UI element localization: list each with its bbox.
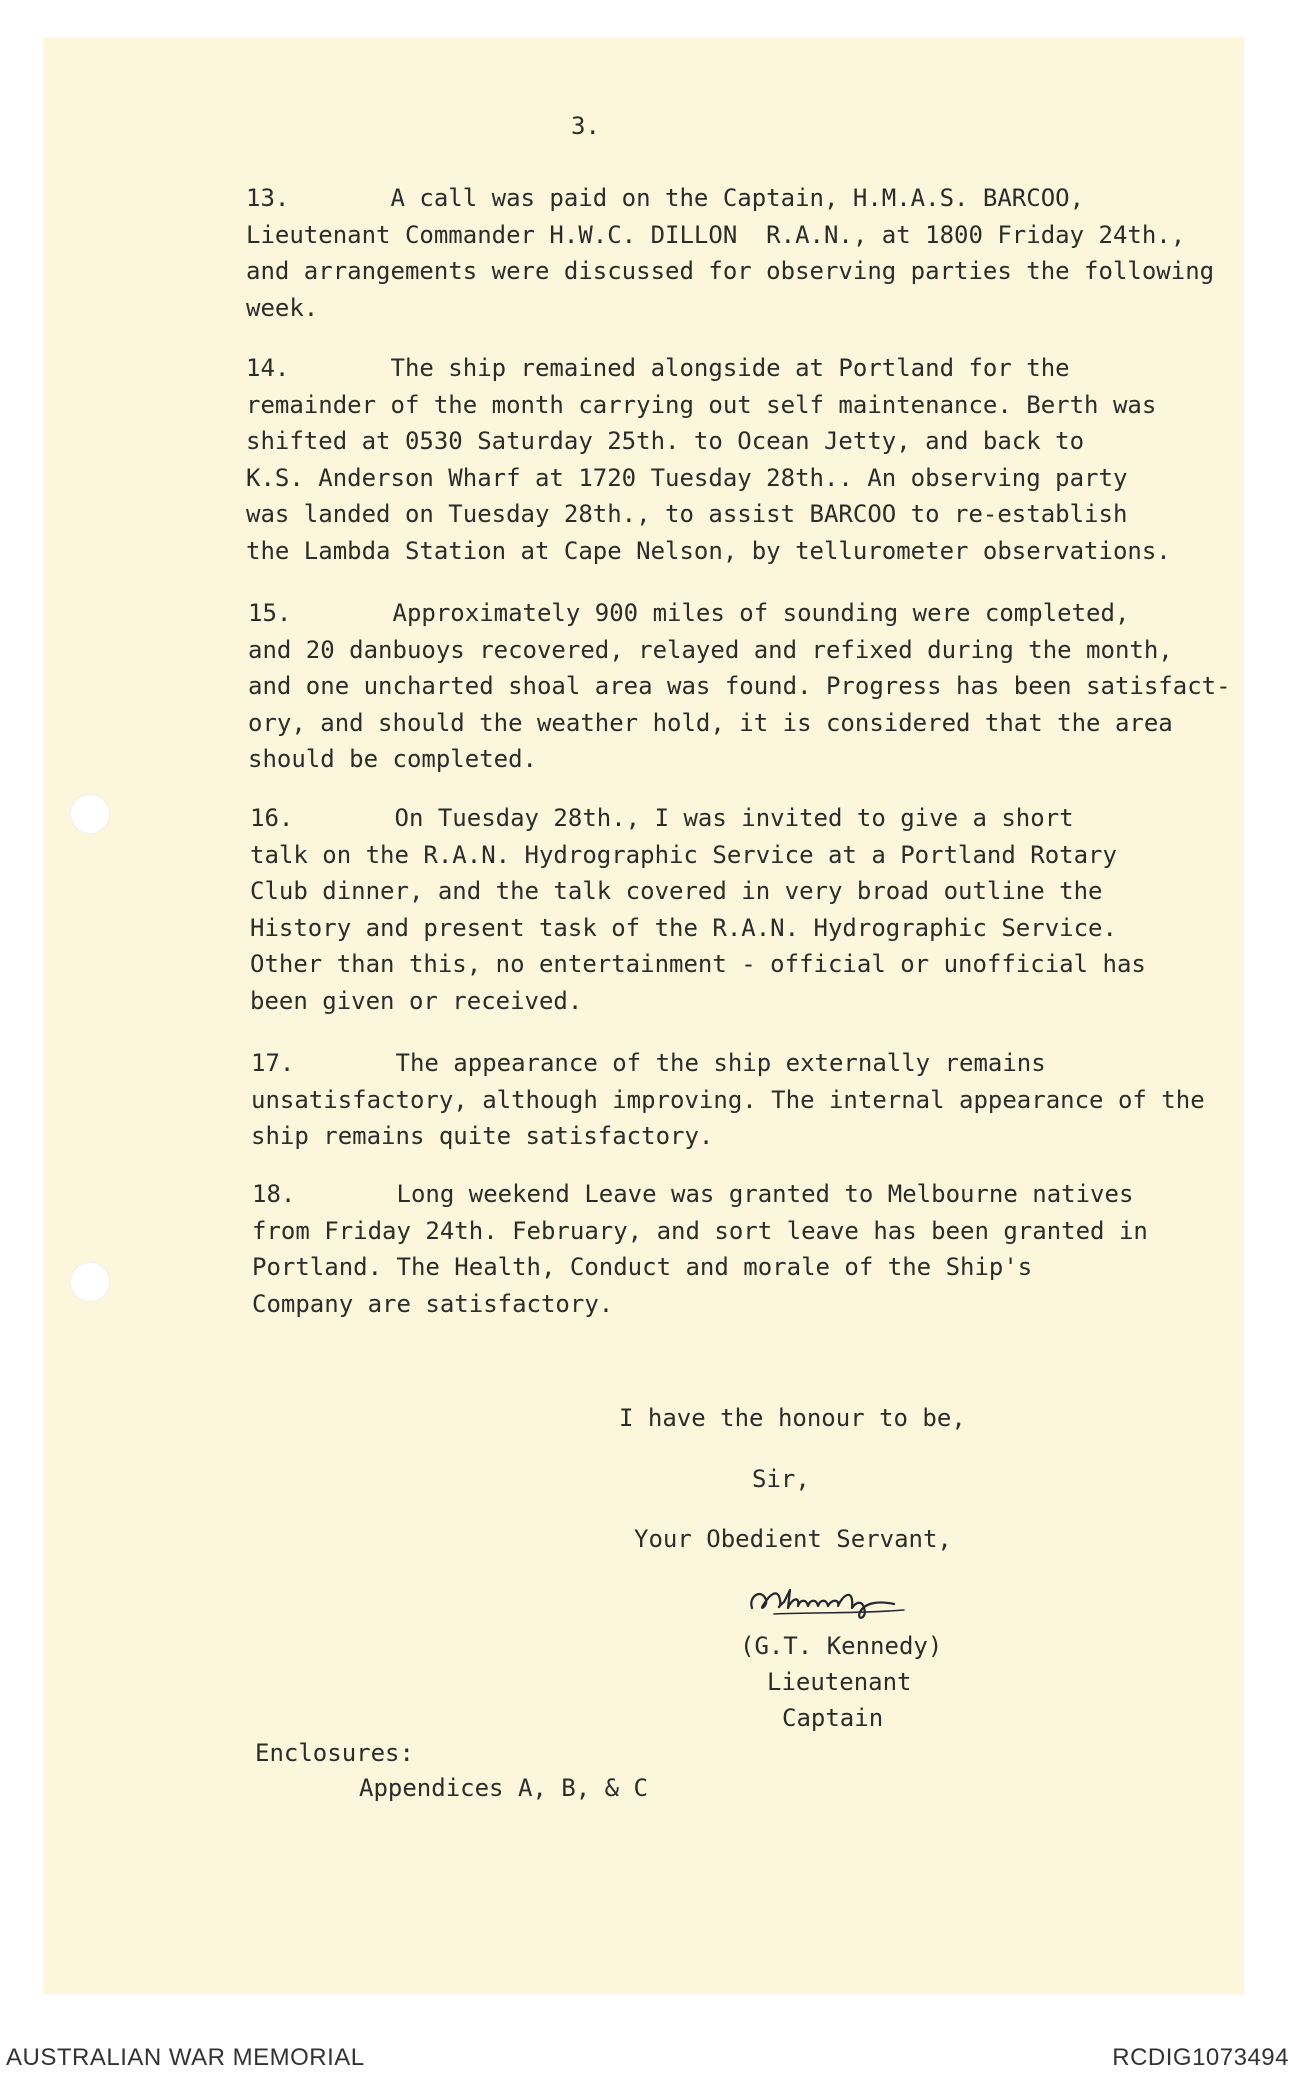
paragraph-line: ory, and should the weather hold, it is considered that the area xyxy=(248,708,1173,737)
signatory-title: Captain xyxy=(782,1704,884,1732)
paragraph-17 xyxy=(251,1045,1205,1155)
paragraph-line: remainder of the month carrying out self maintenance. Berth was xyxy=(246,390,1157,419)
signatory-rank: Lieutenant xyxy=(767,1668,912,1696)
paragraph-line: 16. On Tuesday 28th., I was invited to give a short xyxy=(250,804,1074,832)
paragraph-18 xyxy=(252,1176,1148,1322)
paragraph-line: and one uncharted shoal area was found. Progress has been satisfact- xyxy=(248,672,1231,700)
paragraph-line: from Friday 24th. February, and sort leave has been granted in xyxy=(252,1216,1148,1245)
closing-honour: I have the honour to be, xyxy=(619,1404,966,1432)
paragraph-line: 15. Approximately 900 miles of sounding were completed, xyxy=(248,599,1130,627)
paragraph-line: 17. The appearance of the ship externally remains xyxy=(251,1049,1046,1077)
paragraph-line: week. xyxy=(246,293,319,322)
footer-archive-name: AUSTRALIAN WAR MEMORIAL xyxy=(6,2044,365,2071)
paragraph-line: been given or received. xyxy=(250,986,583,1015)
paragraph-line: ship remains quite satisfactory. xyxy=(251,1122,714,1150)
paragraph-line: and arrangements were discussed for observing parties the following xyxy=(246,257,1215,285)
page-number: 3. xyxy=(571,112,600,140)
signatory-name: (G.T. Kennedy) xyxy=(740,1632,943,1660)
paragraph-line: was landed on Tuesday 28th., to assist BARCOO to re-establish xyxy=(246,500,1128,528)
paragraph-13 xyxy=(246,180,1214,326)
paragraph-line: shifted at 0530 Saturday 25th. to Ocean Jetty, and back to xyxy=(246,427,1085,455)
paragraph-line: 14. The ship remained alongside at Portland for the xyxy=(246,354,1070,382)
paragraph-line: 13. A call was paid on the Captain, H.M.A.S. BARCOO, xyxy=(246,184,1085,212)
paragraph-line: History and present task of the R.A.N. Hydrographic Service. xyxy=(250,913,1117,942)
paragraph-line: Other than this, no entertainment - official or unofficial has xyxy=(250,950,1146,978)
paragraph-line: K.S. Anderson Wharf at 1720 Tuesday 28th.. An observing party xyxy=(246,463,1128,492)
paragraph-14 xyxy=(246,350,1171,569)
enclosures-list: Appendices A, B, & C xyxy=(359,1774,648,1802)
paragraph-line: 18. Long weekend Leave was granted to Melbourne natives xyxy=(252,1180,1134,1208)
paragraph-line: Company are satisfactory. xyxy=(252,1289,614,1318)
paragraph-15 xyxy=(248,595,1231,778)
paragraph-line: unsatisfactory, although improving. The internal appearance of the xyxy=(251,1085,1205,1114)
handwritten-signature xyxy=(744,1578,944,1622)
paragraph-16 xyxy=(250,800,1146,1019)
paragraph-line: and 20 danbuoys recovered, relayed and refixed during the month, xyxy=(248,635,1173,664)
enclosures-label: Enclosures: xyxy=(255,1739,414,1767)
closing-sir: Sir, xyxy=(752,1465,810,1493)
paragraph-line: Lieutenant Commander H.W.C. DILLON R.A.N., at 1800 Friday 24th., xyxy=(246,220,1186,249)
footer-reference-id: RCDIG1073494 xyxy=(1112,2044,1289,2071)
closing-servant: Your Obedient Servant, xyxy=(634,1525,952,1553)
punch-hole-top xyxy=(70,794,110,834)
paragraph-line: the Lambda Station at Cape Nelson, by tellurometer observations. xyxy=(246,536,1171,565)
paragraph-line: Portland. The Health, Conduct and morale of the Ship's xyxy=(252,1253,1033,1281)
paragraph-line: should be completed. xyxy=(248,745,537,773)
punch-hole-bottom xyxy=(70,1262,110,1302)
paragraph-line: Club dinner, and the talk covered in very broad outline the xyxy=(250,877,1103,905)
paragraph-line: talk on the R.A.N. Hydrographic Service at a Portland Rotary xyxy=(250,840,1117,869)
